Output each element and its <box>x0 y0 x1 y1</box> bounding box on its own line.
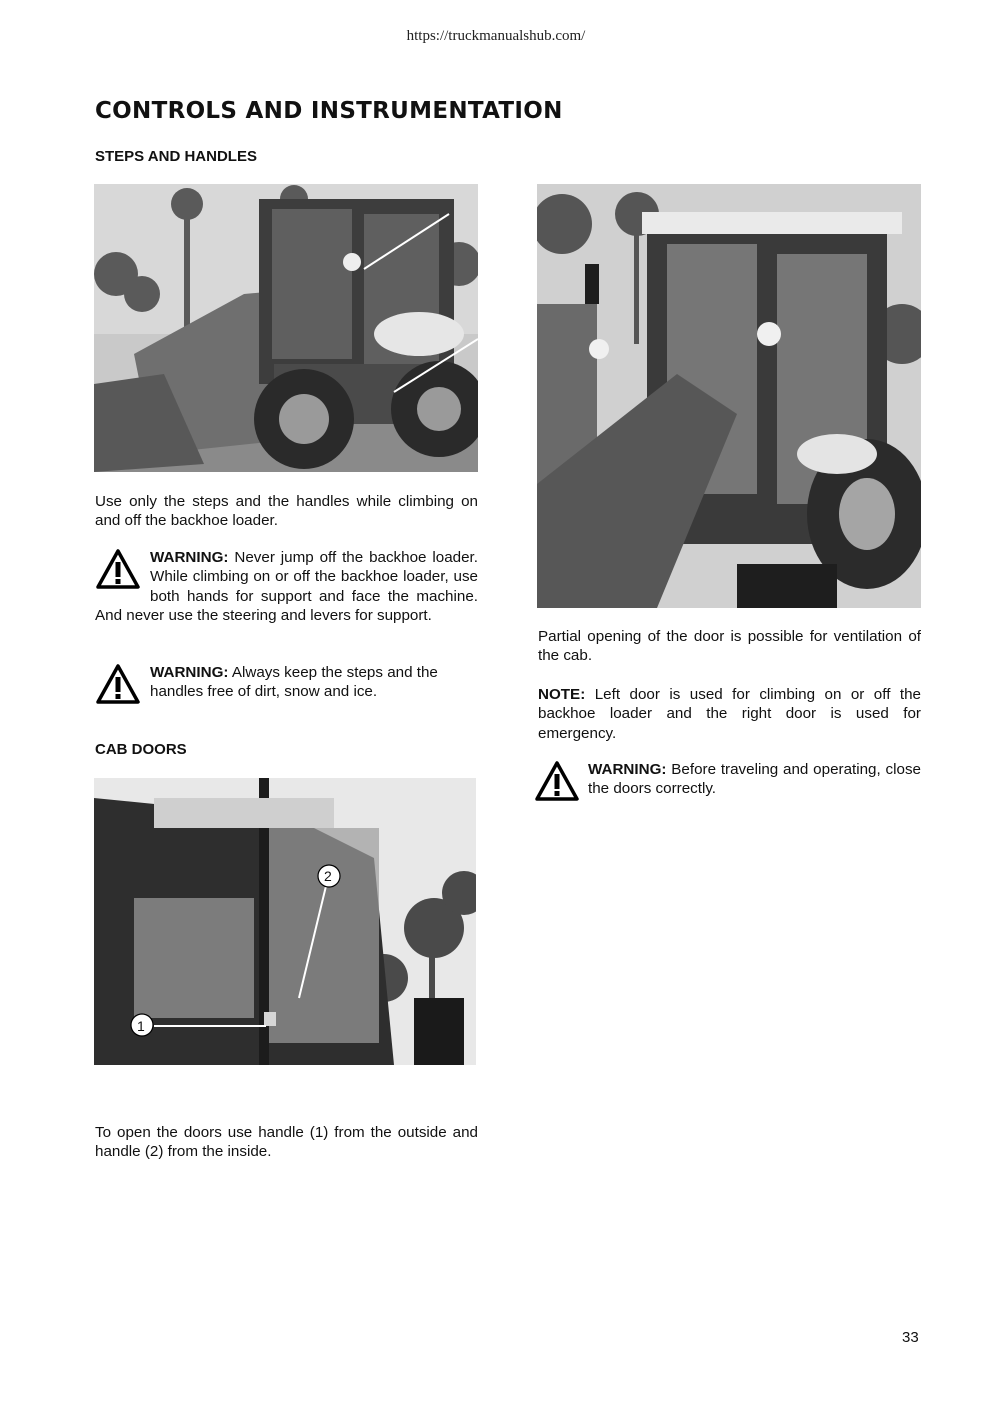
steps-handles-photo <box>94 184 478 472</box>
cab-doors-photo <box>94 778 476 1065</box>
ventilation-text: Partial opening of the door is possible for ventilation of the cab. <box>538 628 921 665</box>
steps-text: Use only the steps and the handles while climbing on and off the backhoe loader. <box>95 493 478 530</box>
warning-text: Always keep the steps and the handles free of dirt, snow and ice. <box>150 664 438 701</box>
note-label: NOTE: <box>538 686 586 703</box>
warning-label: WARNING: <box>150 664 229 681</box>
header-url[interactable]: https://truckmanualshub.com/ <box>406 28 586 44</box>
warning-icon <box>535 760 579 802</box>
steps-warning-1 <box>95 548 478 625</box>
warning-label: WARNING: <box>588 761 667 778</box>
warning-icon <box>96 548 140 590</box>
page-number: 33 <box>902 1329 919 1346</box>
cab-doors-text: To open the doors use handle (1) from the outside and handle (2) from the inside. <box>95 1124 478 1161</box>
warning-icon <box>96 663 140 705</box>
warning-label: WARNING: <box>150 549 229 566</box>
cab-doors-heading: CAB DOORS <box>95 741 187 758</box>
doors-warning <box>535 760 921 802</box>
callout-2: 2 <box>324 868 332 884</box>
note-block <box>538 685 921 743</box>
page-title: CONTROLS AND INSTRUMENTATION <box>95 98 563 124</box>
steps-heading: STEPS AND HANDLES <box>95 148 257 165</box>
warning-text: Never jump off the backhoe loader. While climbing on or off the backhoe loader, use both hands for support and face the machine. And never use the steering and levers for support. <box>95 549 478 624</box>
steps-warning-2 <box>95 663 478 705</box>
note-text: Left door is used for climbing on or off the backhoe loader and the right door is used for emergency. <box>538 686 921 742</box>
callout-1: 1 <box>137 1018 145 1034</box>
cab-photo <box>537 184 921 608</box>
warning-text: Before traveling and operating, close the doors correctly. <box>588 761 921 798</box>
